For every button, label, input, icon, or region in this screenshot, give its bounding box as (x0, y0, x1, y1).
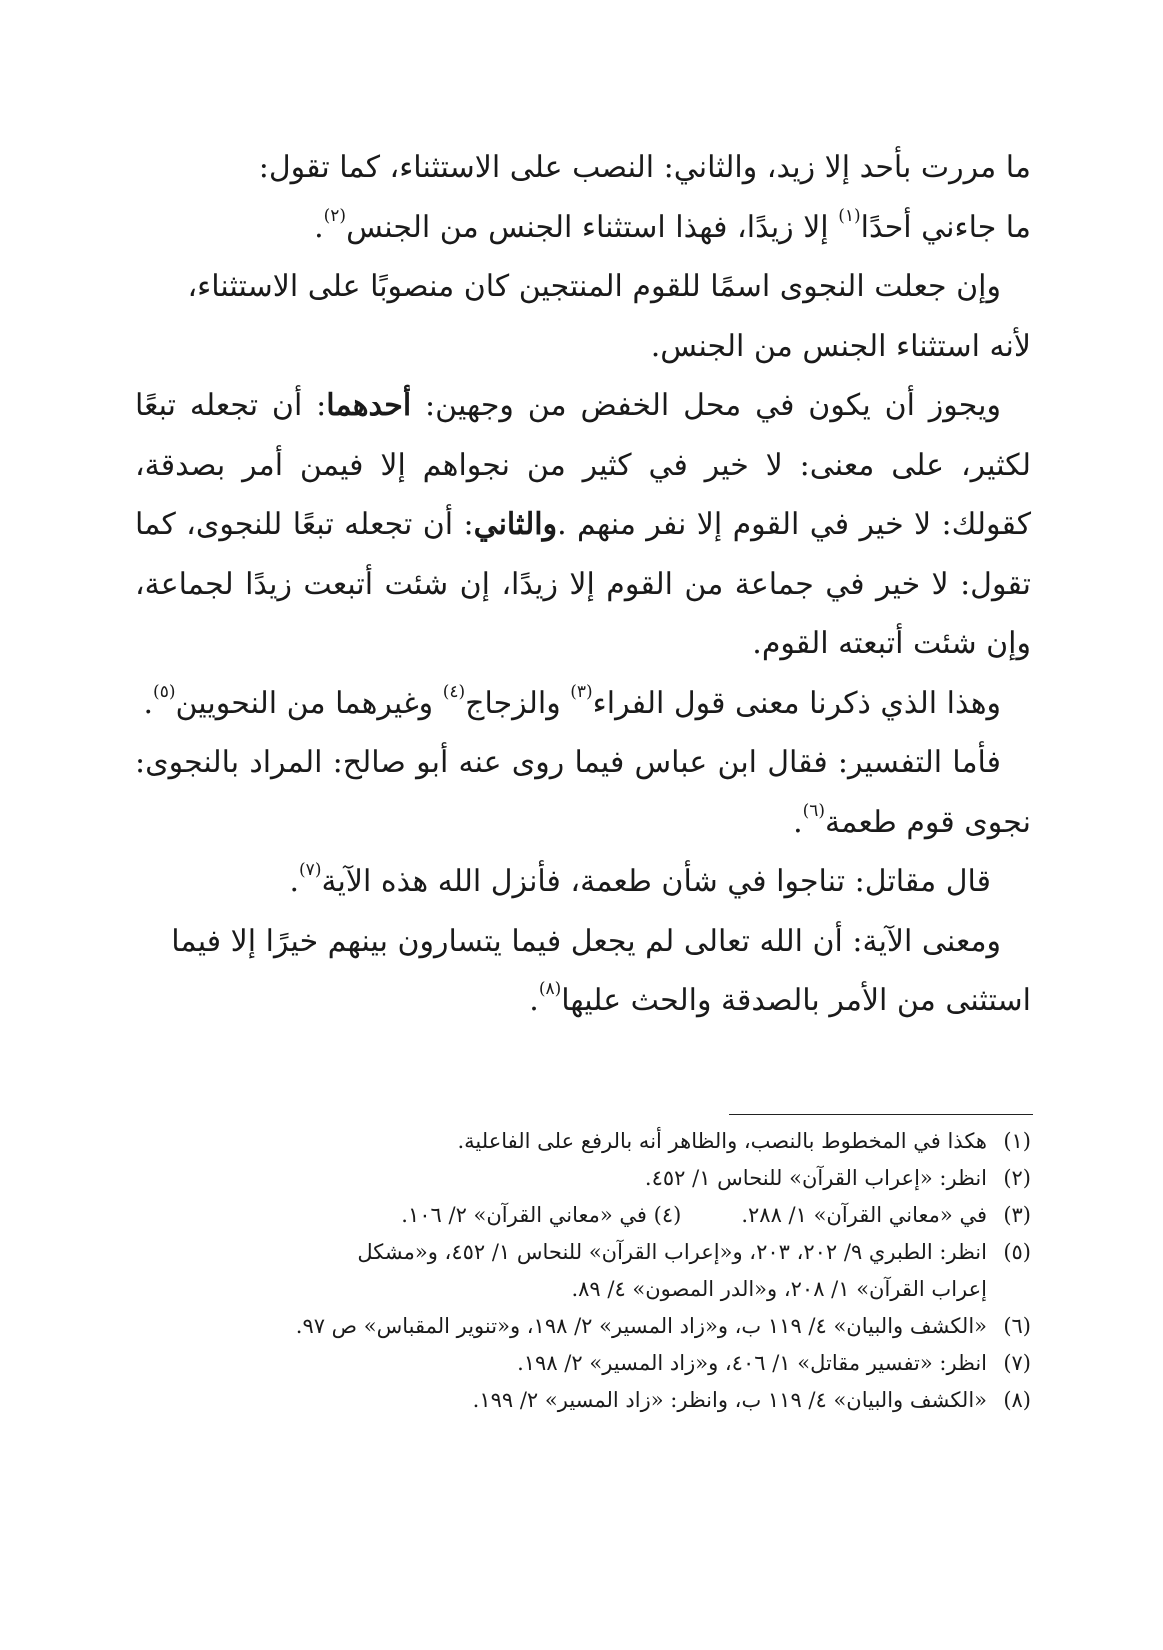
footnote-text-pair (111, 1197, 987, 1234)
text-run: : أن تجعله تبعًا للنجوى، كما تقول: لا خير في جماعة من القوم إلا زيدًا، إن شئت أتبعت زيدًا لجماعة، وإن شئت أتبعته القوم. (135, 507, 1031, 661)
text-line: لأنه استثناء الجنس من الجنس. (650, 328, 1031, 364)
footnote-ref-8: (٨) (538, 978, 562, 999)
text-run: فأما التفسير: فقال ابن عباس فيما روى عنه أبو صالح: المراد بالنجوى: نجوى قوم طعمة (135, 745, 1031, 840)
text-run: وهذا الذي ذكرنا معنى قول الفراء (592, 685, 1001, 721)
footnote-ref-5: (٥) (153, 681, 176, 702)
footnote-8 (111, 1382, 1031, 1419)
paragraph-3 (135, 376, 1031, 674)
text-run: والزجاج (465, 685, 571, 721)
bold-term-second: والثاني (473, 507, 558, 542)
punctuation: . (143, 685, 154, 721)
punctuation: . (529, 983, 539, 1018)
text-line: وإن جعلت النجوى اسمًا للقوم المنتجين كان منصوبًا على الاستثناء، (187, 269, 1001, 304)
paragraph-2-cont (135, 317, 1031, 377)
paragraph-1 (135, 138, 1031, 257)
footnote-text: «الكشف والبيان» ٤/ ١١٩ ب، وانظر: «زاد المسير» ٢/ ١٩٩. (472, 1388, 987, 1412)
text-line: استثنى من الأمر بالصدقة والحث عليها (561, 983, 1031, 1018)
paragraph-5 (135, 733, 1031, 852)
footnote-5-cont (111, 1271, 1031, 1308)
footnote-divider (729, 1114, 1033, 1115)
bold-term-first: أحدهما (326, 388, 412, 423)
footnote-number: (١) (1003, 1129, 1031, 1153)
footnote-1 (111, 1123, 1031, 1160)
footnote-number: (٤) (653, 1203, 682, 1227)
paragraph-7-cont (135, 971, 1031, 1031)
text-run: قال مقاتل: تناجوا في شأن طعمة، فأنزل الله هذه الآية (321, 864, 991, 899)
footnote-number: (٦) (1003, 1314, 1031, 1338)
footnote-text: في «معاني القرآن» ١/ ٢٨٨. (741, 1203, 987, 1227)
footnote-number: (٧) (1003, 1351, 1031, 1375)
footnote-number: (٥) (1003, 1240, 1031, 1264)
footnote-text: في «معاني القرآن» ٢/ ١٠٦. (401, 1203, 647, 1227)
footnote-ref-4: (٤) (442, 681, 466, 702)
text-line: ما مررت بأحد إلا زيد، والثاني: النصب على الاستثناء، كما تقول: (258, 150, 1031, 185)
paragraph-7 (135, 912, 1031, 972)
main-text (135, 138, 1031, 1031)
text-run: : أن تجعله تبعًا لكثير، على معنى: لا خير في كثير من نجواهم إلا فيمن أمر بصدقة، كقولك: لا خير في القوم إلا نفر منهم . (135, 388, 1031, 542)
text-line: ومعنى الآية: أن الله تعالى لم يجعل فيما يتسارون بينهم خيرًا إلا فيما (171, 923, 1001, 959)
footnote-text: انظر: «إعراب القرآن» للنحاس ١/ ٤٥٢. (644, 1166, 987, 1190)
text-run: ويجوز أن يكون في محل الخفض من وجهين: (411, 388, 1001, 423)
footnote-number: (٨) (1003, 1388, 1031, 1412)
text-line: ما جاءني أحدًا (860, 209, 1031, 245)
paragraph-2 (135, 257, 1031, 317)
footnote-5 (111, 1234, 1031, 1271)
text-run: وغيرهما من النحويين (175, 685, 443, 721)
footnote-text: انظر: الطبري ٩/ ٢٠٢، ٢٠٣، و«إعراب القرآن» للنحاس ١/ ٤٥٢، و«مشكل (357, 1240, 987, 1264)
punctuation: . (793, 804, 803, 840)
footnote-3-4 (111, 1197, 1031, 1234)
footnote-text: «الكشف والبيان» ٤/ ١١٩ ب، و«زاد المسير» ٢/ ١٩٨، و«تنوير المقباس» ص ٩٧. (295, 1314, 987, 1338)
text-line: إلا زيدًا، فهذا استثناء الجنس من الجنس (346, 209, 839, 245)
paragraph-6 (135, 852, 1031, 912)
footnote-text: إعراب القرآن» ١/ ٢٠٨، و«الدر المصون» ٤/ ٨٩. (571, 1277, 987, 1301)
footnote-text: انظر: «تفسير مقاتل» ١/ ٤٠٦، و«زاد المسير» ٢/ ١٩٨. (517, 1351, 987, 1375)
footnote-ref-1: (١) (838, 205, 861, 226)
punctuation: . (289, 864, 300, 899)
footnote-2 (111, 1160, 1031, 1197)
paragraph-4 (135, 674, 1031, 734)
footnote-number: (٣) (1003, 1203, 1031, 1227)
footnote-number: (٢) (1003, 1166, 1031, 1190)
footnote-ref-2: (٢) (323, 205, 347, 226)
footnote-6 (111, 1308, 1031, 1345)
footnote-ref-3: (٣) (570, 681, 593, 702)
footnote-text: هكذا في المخطوط بالنصب، والظاهر أنه بالرفع على الفاعلية. (457, 1129, 987, 1153)
footnotes (111, 1123, 1031, 1419)
footnote-ref-6: (٦) (802, 800, 826, 821)
footnote-ref-7: (٧) (299, 859, 322, 880)
punctuation: . (314, 209, 324, 245)
footnote-7 (111, 1345, 1031, 1382)
